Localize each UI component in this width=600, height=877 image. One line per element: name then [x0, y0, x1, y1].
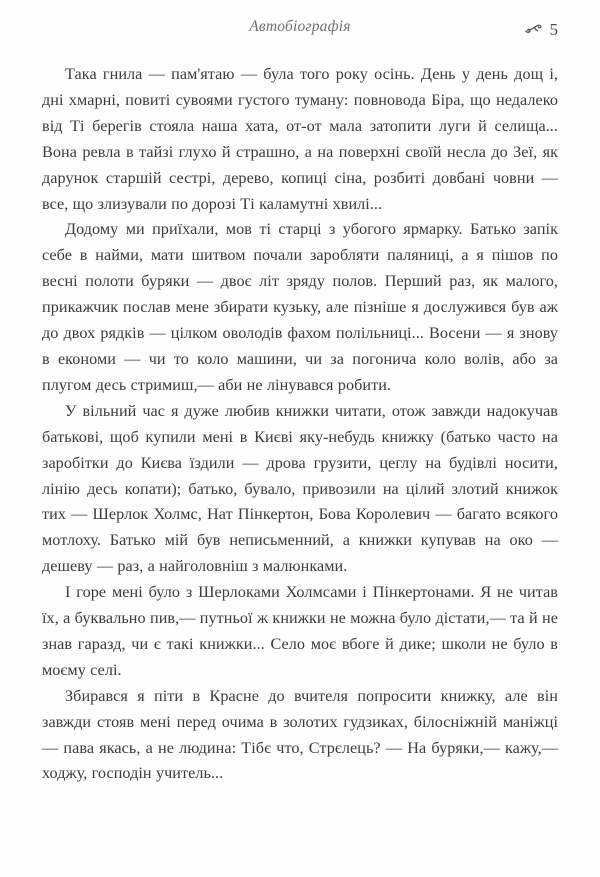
paragraph: І горе мені було з Шерлоками Холмсами і Пінкертонами. Я не читав їх, а буквально пив,— путньої ж книжки не можна було дістати,— та й не знав гаразд, чи є такі книжки... Село моє вбоге й дике; школи не було в моєму селі. — [42, 583, 558, 679]
fleuron-swirl-icon — [524, 22, 543, 36]
folio — [524, 18, 559, 40]
paragraph: Така гнила — пам'ятаю — була того року осінь. День у день дощ і, дні хмарні, повиті сувоями густого туману: повновода Біра, що недалеко від Ті берегів стояла наша хата, от-от мала затопити луги й селища... Вона ревла в тайзі глухо й страшно, а на поверхні своїй несла до Зеї, як дарунок старшій сестрі, дерево, копиці сіна, розбиті довбані човни — все, що злизували по дорозі Ті каламутні хвилі... — [42, 65, 558, 213]
running-head — [42, 18, 558, 44]
body-text-block — [42, 62, 558, 787]
page-number: 5 — [549, 19, 558, 39]
paragraph: Додому ми приїхали, мов ті старці з убогого ярмарку. Батько запік себе в найми, мати шитвом почали заробляти паляниці, а я пішов по весні полоти буряки — двоє літ зряду полов. Перший раз, як малого, прикажчик послав мене збирати кузьку, але пізніше я дослужився був аж до двох рядків — цілком оволодів фахом полільниці... Восени — я знову в економи — чи то коло машини, чи за погонича коло волів, або за плугом десь стримиш,— аби не лінувався робити. — [42, 220, 558, 394]
paragraph: Збирався я піти в Красне до вчителя попросити книжку, але він завжди стояв мені перед очима в золотих гудзиках, білосніжній маніжці — пава якась, а не людина: Тібє что, Стрєлець? — На буряки,— кажу,— ходжу, господін учитель... — [42, 686, 558, 783]
running-head-title: Автобіографія — [249, 18, 351, 35]
paragraph: У вільний час я дуже любив книжки читати, отож завжди надокучав батькові, щоб купили мені в Києві яку-небудь книжку (батько часто на заробітки до Києва їздили — дрова грузити, цеглу на будівлі носити, лінію десь копати); батько, бувало, привозили на цілий злотий книжок тих — Шерлок Холмс, Нат Пінкертон, Бова Королевич — багато всякого мотлоху. Батько мій був неписьменний, а книжки купував на око — дешеву — раз, а найголовніш з малюнками. — [42, 401, 558, 576]
